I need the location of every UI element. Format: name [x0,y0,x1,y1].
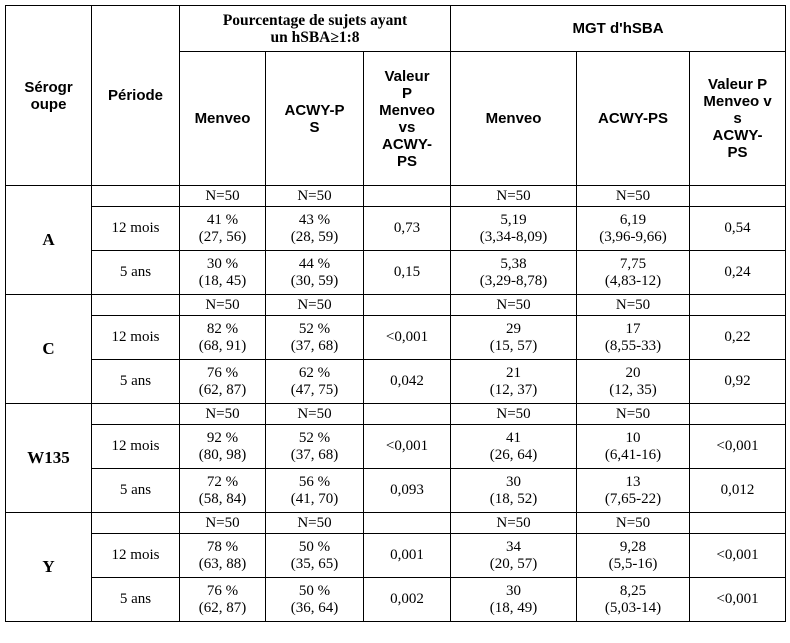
pct-acwy-cell: 50 % (35, 65) [266,534,364,578]
pct-p-cell: 0,002 [364,578,451,622]
table-body [6,186,786,622]
empty-cell [92,404,180,425]
header-pvalue-mgt: Valeur P Menveo v s ACWY- PS [690,52,786,186]
table-row [6,404,786,425]
n-count-cell: N=50 [266,404,364,425]
n-count-cell: N=50 [180,186,266,207]
period-cell: 5 ans [92,251,180,295]
empty-cell [92,186,180,207]
empty-cell [690,404,786,425]
mgt-acwy-cell: 7,75 (4,83-12) [577,251,690,295]
mgt-acwy-cell: 6,19 (3,96-9,66) [577,207,690,251]
mgt-menveo-cell: 30 (18, 49) [451,578,577,622]
mgt-acwy-cell: 13 (7,65-22) [577,469,690,513]
pct-acwy-cell: 43 % (28, 59) [266,207,364,251]
table-row [6,360,786,404]
header-percentage-group: Pourcentage de sujets ayant un hSBA≥1:8 [180,6,451,52]
serogroup-cell: W135 [6,404,92,513]
mgt-p-cell: 0,012 [690,469,786,513]
header-acwy-pct: ACWY-P S [266,52,364,186]
mgt-menveo-cell: 5,19 (3,34-8,09) [451,207,577,251]
pct-menveo-cell: 30 % (18, 45) [180,251,266,295]
table-row [6,469,786,513]
table-row [6,207,786,251]
table-row [6,534,786,578]
pct-p-cell: 0,001 [364,534,451,578]
n-count-cell: N=50 [180,295,266,316]
mgt-p-cell: 0,22 [690,316,786,360]
empty-cell [92,295,180,316]
pct-p-cell: 0,042 [364,360,451,404]
table-row [6,295,786,316]
empty-cell [690,295,786,316]
mgt-p-cell: <0,001 [690,425,786,469]
results-table [5,5,786,622]
n-count-cell: N=50 [180,404,266,425]
mgt-menveo-cell: 29 (15, 57) [451,316,577,360]
pct-p-cell: <0,001 [364,316,451,360]
mgt-menveo-cell: 21 (12, 37) [451,360,577,404]
n-count-cell: N=50 [577,513,690,534]
period-cell: 5 ans [92,360,180,404]
header-serogroup: Sérogr oupe [6,6,92,186]
pct-acwy-cell: 50 % (36, 64) [266,578,364,622]
mgt-acwy-cell: 20 (12, 35) [577,360,690,404]
pct-menveo-cell: 92 % (80, 98) [180,425,266,469]
n-count-cell: N=50 [266,295,364,316]
mgt-acwy-cell: 17 (8,55-33) [577,316,690,360]
period-cell: 12 mois [92,534,180,578]
mgt-menveo-cell: 34 (20, 57) [451,534,577,578]
n-count-cell: N=50 [180,513,266,534]
mgt-menveo-cell: 30 (18, 52) [451,469,577,513]
mgt-acwy-cell: 9,28 (5,5-16) [577,534,690,578]
mgt-p-cell: 0,24 [690,251,786,295]
header-period: Période [92,6,180,186]
empty-cell [364,513,451,534]
table-row [6,578,786,622]
mgt-p-cell: <0,001 [690,578,786,622]
mgt-menveo-cell: 5,38 (3,29-8,78) [451,251,577,295]
mgt-menveo-cell: 41 (26, 64) [451,425,577,469]
table-row [6,186,786,207]
pct-menveo-cell: 72 % (58, 84) [180,469,266,513]
table-row [6,425,786,469]
pct-p-cell: <0,001 [364,425,451,469]
period-cell: 12 mois [92,207,180,251]
pct-menveo-cell: 82 % (68, 91) [180,316,266,360]
pct-menveo-cell: 78 % (63, 88) [180,534,266,578]
pct-acwy-cell: 44 % (30, 59) [266,251,364,295]
pct-acwy-cell: 56 % (41, 70) [266,469,364,513]
n-count-cell: N=50 [266,513,364,534]
n-count-cell: N=50 [266,186,364,207]
pct-acwy-cell: 52 % (37, 68) [266,316,364,360]
period-cell: 5 ans [92,578,180,622]
n-count-cell: N=50 [451,186,577,207]
n-count-cell: N=50 [451,295,577,316]
pct-menveo-cell: 76 % (62, 87) [180,360,266,404]
mgt-acwy-cell: 10 (6,41-16) [577,425,690,469]
pct-acwy-cell: 62 % (47, 75) [266,360,364,404]
table-row [6,513,786,534]
serogroup-cell: C [6,295,92,404]
pct-p-cell: 0,15 [364,251,451,295]
header-menveo-pct: Menveo [180,52,266,186]
period-cell: 5 ans [92,469,180,513]
mgt-p-cell: 0,54 [690,207,786,251]
table-row [6,251,786,295]
n-count-cell: N=50 [577,186,690,207]
pct-p-cell: 0,73 [364,207,451,251]
mgt-p-cell: 0,92 [690,360,786,404]
empty-cell [364,295,451,316]
table-row [6,316,786,360]
empty-cell [364,186,451,207]
empty-cell [364,404,451,425]
empty-cell [690,513,786,534]
n-count-cell: N=50 [577,295,690,316]
serogroup-cell: Y [6,513,92,622]
header-mgt-group: MGT d'hSBA [451,6,786,52]
header-menveo-mgt: Menveo [451,52,577,186]
mgt-acwy-cell: 8,25 (5,03-14) [577,578,690,622]
period-cell: 12 mois [92,425,180,469]
pct-menveo-cell: 76 % (62, 87) [180,578,266,622]
pct-acwy-cell: 52 % (37, 68) [266,425,364,469]
header-acwy-mgt: ACWY-PS [577,52,690,186]
pct-menveo-cell: 41 % (27, 56) [180,207,266,251]
period-cell: 12 mois [92,316,180,360]
header-pvalue-pct: Valeur P Menveo vs ACWY- PS [364,52,451,186]
n-count-cell: N=50 [451,404,577,425]
n-count-cell: N=50 [451,513,577,534]
mgt-p-cell: <0,001 [690,534,786,578]
empty-cell [92,513,180,534]
pct-p-cell: 0,093 [364,469,451,513]
empty-cell [690,186,786,207]
n-count-cell: N=50 [577,404,690,425]
serogroup-cell: A [6,186,92,295]
